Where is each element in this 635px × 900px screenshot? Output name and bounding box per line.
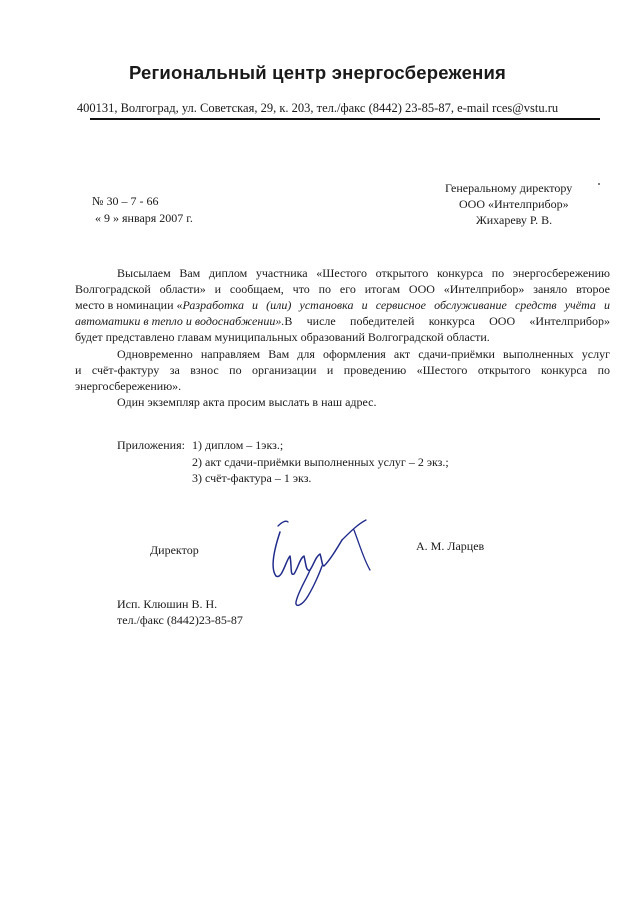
nomination-text: Разработка и (или) установка и сервисное обслуживание средств учёта и [182, 298, 610, 312]
body-line: и счёт-фактуру за взнос по организации и проведению «Шестого открытого конкурса по [75, 363, 610, 377]
attachment-item: 3) счёт-фактура – 1 экз. [192, 471, 312, 485]
attachment-item: 2) акт сдачи-приёмки выполненных услуг – 2 экз.; [192, 455, 449, 469]
body-line-mixed [75, 298, 610, 313]
body-line: Высылаем Вам диплом участника «Шестого открытого конкурса по энергосбережению [117, 266, 610, 280]
body-text: место в номинации « [75, 298, 183, 312]
body-line-mixed [75, 314, 610, 329]
header-divider [90, 118, 600, 120]
organization-address: 400131, Волгоград, ул. Советская, 29, к. 203, тел./факс (8442) 23-85-87, e-mail rces@vstu.ru [76, 101, 559, 115]
attachments-label: Приложения: [117, 438, 185, 452]
recipient-company: ООО «Интелприбор» [459, 197, 569, 211]
attachment-item: 1) диплом – 1экз.; [192, 438, 284, 452]
body-line: Один экземпляр акта просим выслать в наш адрес. [117, 395, 377, 409]
scan-speck [598, 183, 600, 185]
body-line: Одновременно направляем Вам для оформления акт сдачи-приёмки выполненных услуг [117, 347, 610, 361]
recipient-name: Жихареву Р. В. [476, 213, 553, 227]
signatory-position: Директор [150, 543, 199, 557]
signatory-name: А. М. Ларцев [416, 539, 485, 553]
body-line: энергосбережению». [75, 379, 182, 393]
outgoing-number: № 30 – 7 - 66 [92, 194, 159, 208]
executor-phone: тел./факс (8442)23-85-87 [117, 613, 243, 627]
body-line: будет представлено главам муниципальных образований Волгоградской области. [75, 330, 490, 344]
body-line: Волгоградской области» и сообщаем, что по его итогам ООО «Интелприбор» заняло второе [75, 282, 610, 296]
recipient-position: Генеральному директору [445, 181, 573, 195]
nomination-text: автоматики в тепло и водоснабжении». [75, 314, 285, 328]
handwritten-signature [250, 510, 380, 610]
organization-title: Региональный центр энергосбережения [128, 62, 507, 83]
body-text: В числе победителей конкурса ООО «Интелприбор» [284, 314, 610, 328]
executor-name: Исп. Клюшин В. Н. [117, 597, 218, 611]
letter-date: « 9 » января 2007 г. [95, 211, 193, 225]
